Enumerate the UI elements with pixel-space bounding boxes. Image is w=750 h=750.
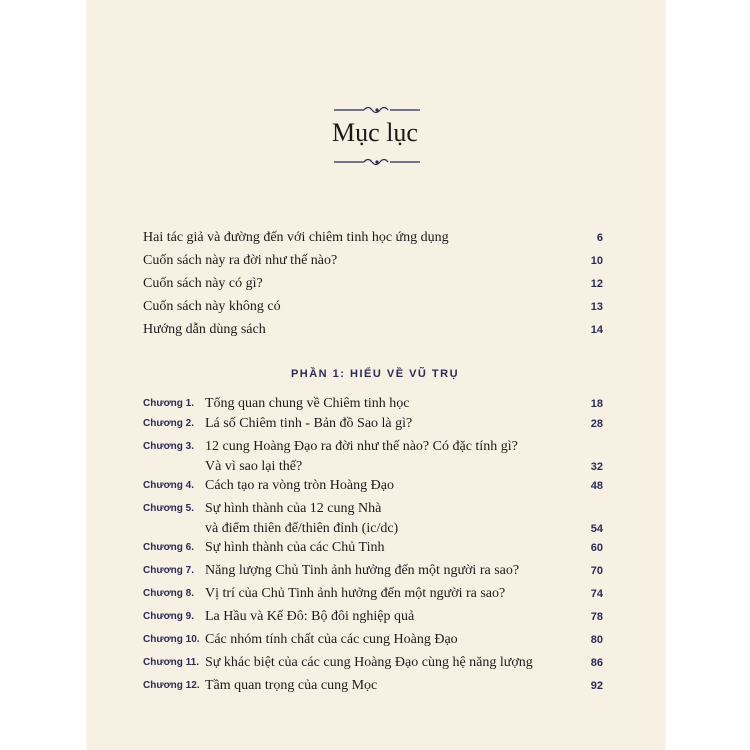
toc-entry-page: 10 xyxy=(590,255,603,267)
chapter-page: 74 xyxy=(590,588,603,600)
chapter-label: Chương 1. xyxy=(143,398,195,409)
toc-entry-title: Cuốn sách này ra đời như thế nào? xyxy=(143,253,338,268)
chapter-title: Tầm quan trọng của cung Mọc xyxy=(205,678,378,693)
chapter-page: 60 xyxy=(590,542,603,554)
toc-entry-page: 12 xyxy=(590,278,603,290)
chapter-page: 78 xyxy=(590,611,603,623)
chapter-page: 86 xyxy=(590,657,603,669)
chapter-label: Chương 8. xyxy=(143,588,195,599)
chapter-page: 32 xyxy=(590,461,603,473)
chapter-title: Tổng quan chung về Chiêm tinh học xyxy=(205,396,410,411)
toc-entry[interactable] xyxy=(143,297,603,317)
chapter-label: Chương 10. xyxy=(143,634,200,645)
chapter-label: Chương 11. xyxy=(143,657,200,668)
chapter-label: Chương 5. xyxy=(143,503,195,514)
toc-entry-page: 6 xyxy=(596,232,603,244)
toc-entry-page: 14 xyxy=(590,324,603,336)
toc-entry[interactable] xyxy=(143,228,603,248)
chapter-entry[interactable] xyxy=(143,499,603,539)
chapter-title: Năng lượng Chủ Tinh ảnh hưởng đến một người ra sao? xyxy=(205,563,520,578)
chapter-title: Lá số Chiêm tinh - Bản đồ Sao là gì? xyxy=(205,416,413,431)
toc-entry-title: Cuốn sách này không có xyxy=(143,299,281,314)
flourish-divider-icon xyxy=(334,104,420,116)
chapter-title: Sự hình thành của 12 cung Nhà xyxy=(205,501,382,516)
chapter-label: Chương 4. xyxy=(143,480,195,491)
chapter-page: 18 xyxy=(590,398,603,410)
flourish-divider-icon xyxy=(334,156,420,168)
chapter-page: 70 xyxy=(590,565,603,577)
chapter-label: Chương 3. xyxy=(143,441,195,452)
chapter-page: 92 xyxy=(590,680,603,692)
chapter-title: Sự hình thành của các Chủ Tinh xyxy=(205,540,385,555)
chapter-label: Chương 2. xyxy=(143,418,195,429)
chapter-page: 48 xyxy=(590,480,603,492)
chapter-entry[interactable] xyxy=(143,437,603,477)
chapter-page: 80 xyxy=(590,634,603,646)
toc-entry[interactable] xyxy=(143,251,603,271)
chapter-label: Chương 6. xyxy=(143,542,195,553)
chapter-label: Chương 9. xyxy=(143,611,195,622)
chapter-title-cont: và điểm thiên đế/thiên đỉnh (ic/dc) xyxy=(205,521,399,536)
toc-entry[interactable] xyxy=(143,320,603,340)
chapter-title: Sự khác biệt của các cung Hoàng Đạo cùng hệ năng lượng xyxy=(205,655,533,670)
toc-entry-title: Hai tác giả và đường đến với chiêm tinh học ứng dụng xyxy=(143,230,449,245)
chapter-title: La Hầu và Kế Đô: Bộ đôi nghiệp quả xyxy=(205,609,415,624)
chapter-title-cont: Và vì sao lại thế? xyxy=(205,459,303,474)
chapter-title: 12 cung Hoàng Đạo ra đời như thế nào? Có đặc tính gì? xyxy=(205,439,518,454)
toc-entry-title: Cuốn sách này có gì? xyxy=(143,276,263,291)
page-title: Mục lục xyxy=(332,118,418,147)
toc-entry-title: Hướng dẫn dùng sách xyxy=(143,322,266,337)
toc-entry[interactable] xyxy=(143,274,603,294)
chapter-title: Vị trí của Chủ Tinh ảnh hưởng đến một người ra sao? xyxy=(205,586,506,601)
chapter-label: Chương 7. xyxy=(143,565,195,576)
part-heading: PHẦN 1: HIỂU VỀ VŨ TRỤ xyxy=(290,368,460,380)
toc-entry-page: 13 xyxy=(590,301,603,313)
chapter-page: 54 xyxy=(590,523,603,535)
chapter-title: Các nhóm tính chất của các cung Hoàng Đạo xyxy=(205,632,458,647)
chapter-label: Chương 12. xyxy=(143,680,200,691)
chapter-title: Cách tạo ra vòng tròn Hoàng Đạo xyxy=(205,478,394,493)
chapter-page: 28 xyxy=(590,418,603,430)
